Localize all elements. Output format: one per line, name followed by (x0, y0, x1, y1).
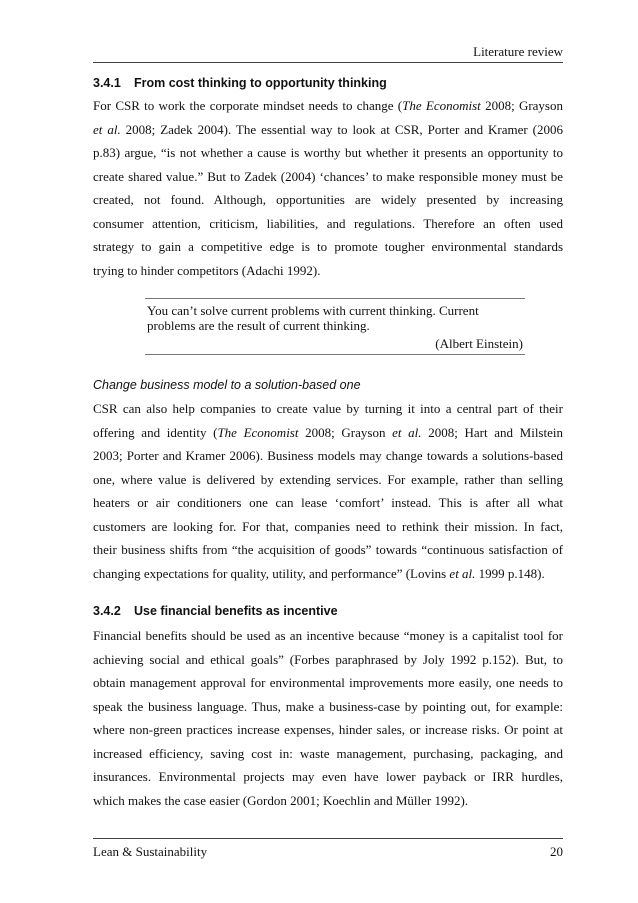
text-line: et al. 2008; Zadek 2004). The essential way to look at CSR, Porter and Kramer (2006 (93, 121, 563, 137)
text-line: increased efficiency, saving cost in: waste management, purchasing, packaging, and (93, 745, 563, 761)
quote-box (145, 298, 525, 355)
footer-title: Lean & Sustainability (93, 844, 208, 859)
italic-citation: et al. (449, 565, 476, 581)
italic-citation: The Economist (217, 424, 299, 440)
text-line: obtain management approval for environmental improvements more easily, one needs to (93, 675, 563, 690)
quote-line: problems are the result of current thinking. (147, 318, 370, 333)
text-line: customers are looking for. For that, companies need to rethink their mission. In fact, (93, 518, 563, 534)
running-header: Literature review (473, 44, 563, 59)
subheading-business-model: Change business model to a solution-based one (93, 378, 361, 392)
page-number: 20 (550, 844, 563, 859)
text-line: heaters or air conditioners one can lease ‘comfort’ instead. This is after all what (93, 495, 563, 510)
text-line: consumer attention, criticism, liabilities, and regulations. Therefore an often used (93, 215, 563, 231)
text-line: changing expectations for quality, utility, and performance” (Lovins et al. 1999 p.148). (93, 565, 545, 581)
quote-line: You can’t solve current problems with current thinking. Current (147, 303, 479, 318)
text-line: 2003; Porter and Kramer 2006). Business models may change towards a solutions-based (93, 448, 563, 463)
text-line: their business shifts from “the acquisition of goods” towards “continuous satisfaction of (93, 542, 563, 557)
section-title: From cost thinking to opportunity thinking (134, 76, 387, 90)
section-number: 3.4.1 (93, 76, 121, 90)
text-line: which makes the case easier (Gordon 2001; Koechlin and Müller 1992). (93, 792, 469, 808)
text-line: created, not found. Although, opportunities are widely presented by increasing (93, 192, 563, 207)
section-title: Use financial benefits as incentive (134, 604, 338, 618)
footer-rule (93, 838, 563, 839)
section-heading-341 (93, 75, 563, 91)
section-heading-342 (93, 603, 563, 619)
text-line: insurances. Environmental projects may even have lower payback or IRR hurdles, (93, 769, 563, 784)
quote-author: (Albert Einstein) (435, 336, 523, 351)
text-line: create shared value.” But to Zadek (2004) ‘chances’ to make responsible money must be (93, 168, 563, 184)
quote-text (147, 303, 523, 333)
text-line: offering and identity (The Economist 2008; Grayson et al. 2008; Hart and Milstein (93, 424, 563, 440)
text-line: achieving social and ethical goals” (Forbes paraphrased by Joly 1992 p.152). But, to (93, 651, 563, 667)
text-line: CSR can also help companies to create value by turning it into a central part of their (93, 401, 563, 416)
italic-citation: et al. (392, 424, 422, 440)
text-line: strategy to gain a competitive edge is to promote tougher environmental standards (93, 239, 563, 254)
text-line: speak the business language. Thus, make a business-case by pointing out, for example: (93, 698, 563, 714)
text-line: trying to hinder competitors (Adachi 1992). (93, 262, 321, 278)
section-number: 3.4.2 (93, 604, 121, 618)
text-line: where non-green practices increase expenses, hinder sales, or increase risks. Or point at (93, 722, 563, 737)
paragraph-financial-benefits (93, 624, 563, 812)
text-line: one, where value is delivered by extending services. For example, rather than selling (93, 471, 563, 487)
paragraph-opportunity-thinking (93, 94, 563, 282)
text-line: For CSR to work the corporate mindset needs to change (The Economist 2008; Grayson (93, 98, 563, 113)
italic-citation: et al. (93, 121, 121, 137)
italic-citation: The Economist (402, 98, 481, 113)
text-line: Financial benefits should be used as an incentive because “money is a capitalist tool for (93, 628, 563, 643)
text-line: p.83) argue, “is not whether a cause is worthy but whether it presents an opportunity to (93, 145, 563, 160)
paragraph-business-model (93, 397, 563, 585)
header-rule (93, 62, 563, 63)
